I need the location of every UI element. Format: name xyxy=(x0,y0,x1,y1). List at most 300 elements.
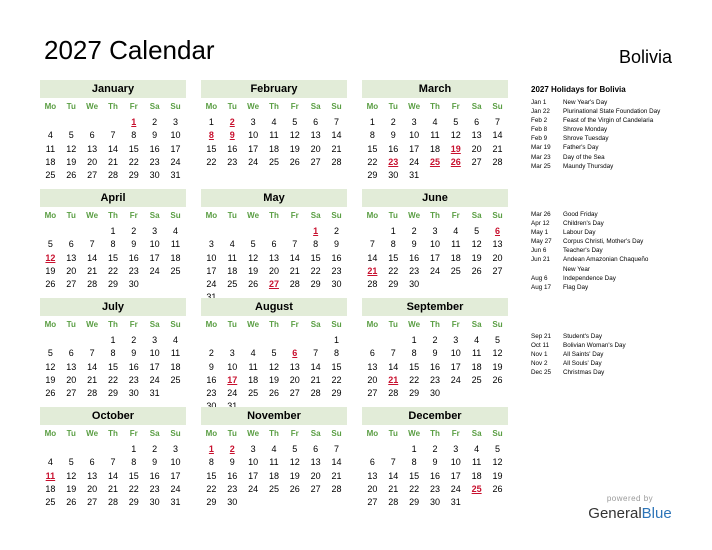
weekday-label: Sa xyxy=(149,211,160,220)
day-cell: 23 xyxy=(149,483,160,494)
day-cell: 15 xyxy=(367,143,378,154)
day-cell: 30 xyxy=(128,279,139,290)
weekday-label: Su xyxy=(170,320,181,329)
day-cell: 14 xyxy=(331,457,342,468)
day-cell: 8 xyxy=(110,239,116,250)
day-cell: 18 xyxy=(268,470,279,481)
day-cell: 23 xyxy=(206,388,217,399)
day-cell: 24 xyxy=(248,483,259,494)
day-cell: 10 xyxy=(170,130,181,141)
weekday-header xyxy=(201,207,347,225)
weekday-label: Su xyxy=(170,211,181,220)
weekday-label: Th xyxy=(430,429,440,438)
empty-cell xyxy=(82,443,103,456)
weekday-label: Mo xyxy=(366,320,379,329)
day-cell: 30 xyxy=(331,279,342,290)
day-cell: 26 xyxy=(289,156,300,167)
day-cell: 16 xyxy=(149,470,160,481)
day-cell: 4 xyxy=(474,335,480,345)
weekday-label: Th xyxy=(430,211,440,220)
holiday-name: Good Friday xyxy=(563,211,598,218)
day-cell: 16 xyxy=(128,361,139,372)
day-cell: 29 xyxy=(128,170,139,181)
month-name: January xyxy=(40,80,186,98)
day-cell: 7 xyxy=(333,444,339,454)
day-cell: 29 xyxy=(310,279,321,290)
day-cell: 7 xyxy=(110,457,116,468)
day-cell: 26 xyxy=(45,279,56,290)
day-cell: 2 xyxy=(152,444,158,454)
day-cell: 17 xyxy=(149,252,160,263)
weekday-label: Mo xyxy=(366,102,379,111)
weekday-label: Tu xyxy=(66,320,76,329)
holiday-row xyxy=(531,359,706,368)
month-name: December xyxy=(362,407,508,425)
holiday-day-cell: 23 xyxy=(388,156,399,167)
holiday-list-title: 2027 Holidays for Bolivia xyxy=(531,85,626,94)
weekday-label: Th xyxy=(430,102,440,111)
weekday-label: Th xyxy=(430,320,440,329)
day-cell: 2 xyxy=(432,335,438,345)
holiday-day-cell: 25 xyxy=(429,156,440,167)
month-name: November xyxy=(201,407,347,425)
weekday-label: Su xyxy=(331,429,342,438)
day-cell: 17 xyxy=(450,470,461,481)
month-october xyxy=(40,407,186,509)
weekday-label: Mo xyxy=(44,429,57,438)
holiday-name: Corpus Christi, Mother's Day xyxy=(563,238,644,246)
day-grid xyxy=(201,334,347,414)
day-cell: 15 xyxy=(409,470,420,481)
day-cell: 12 xyxy=(45,361,56,372)
holiday-day-cell: 27 xyxy=(268,279,279,290)
holiday-date: Mar 25 xyxy=(531,162,551,170)
weekday-label: Su xyxy=(170,102,181,111)
day-cell: 1 xyxy=(131,444,137,454)
day-cell: 9 xyxy=(131,348,137,359)
holiday-row xyxy=(531,274,706,283)
day-cell: 25 xyxy=(170,265,181,276)
day-cell: 3 xyxy=(411,117,417,127)
day-cell: 16 xyxy=(128,252,139,263)
day-cell: 18 xyxy=(170,361,181,372)
day-cell: 24 xyxy=(206,279,217,290)
holiday-row xyxy=(531,107,706,116)
weekday-label: We xyxy=(86,320,99,329)
month-name: September xyxy=(362,298,508,316)
day-cell: 27 xyxy=(310,483,321,494)
holiday-row xyxy=(531,368,706,377)
day-cell: 24 xyxy=(429,265,440,276)
holiday-date: Nov 2 xyxy=(531,360,548,368)
day-cell: 17 xyxy=(429,252,440,263)
day-cell: 3 xyxy=(152,335,158,345)
day-cell: 9 xyxy=(208,361,214,372)
holiday-group xyxy=(531,332,706,377)
day-cell: 14 xyxy=(87,361,98,372)
weekday-header xyxy=(40,207,186,225)
holiday-day-cell: 6 xyxy=(292,348,298,359)
weekday-label: Fr xyxy=(290,429,299,438)
day-cell: 11 xyxy=(471,457,482,468)
day-cell: 22 xyxy=(107,374,118,385)
holiday-day-cell: 25 xyxy=(471,483,482,494)
day-cell: 3 xyxy=(152,226,158,236)
holiday-date: Oct 11 xyxy=(531,342,550,350)
empty-cell xyxy=(383,443,404,456)
day-cell: 22 xyxy=(331,374,342,385)
day-cell: 28 xyxy=(367,279,378,290)
day-cell: 8 xyxy=(110,348,116,359)
empty-cell xyxy=(362,225,383,238)
day-cell: 9 xyxy=(152,130,158,141)
weekday-label: Mo xyxy=(366,211,379,220)
holiday-row xyxy=(531,341,706,350)
day-grid xyxy=(201,116,347,169)
holiday-date: May 1 xyxy=(531,229,549,237)
weekday-label: Fr xyxy=(129,429,138,438)
day-cell: 15 xyxy=(107,361,118,372)
day-cell: 15 xyxy=(107,252,118,263)
day-cell: 18 xyxy=(45,156,56,167)
day-cell: 2 xyxy=(152,117,158,127)
day-cell: 20 xyxy=(471,143,482,154)
day-cell: 6 xyxy=(68,348,74,359)
day-cell: 21 xyxy=(87,265,98,276)
day-cell: 2 xyxy=(333,226,339,236)
day-cell: 29 xyxy=(128,497,139,508)
weekday-label: Sa xyxy=(471,320,482,329)
day-cell: 18 xyxy=(471,361,482,372)
day-cell: 14 xyxy=(331,130,342,141)
day-cell: 23 xyxy=(409,265,420,276)
day-cell: 11 xyxy=(170,239,181,250)
day-cell: 16 xyxy=(227,470,238,481)
holiday-name: Plurinational State Foundation Day xyxy=(563,108,661,116)
day-cell: 30 xyxy=(149,170,160,181)
weekday-label: Fr xyxy=(290,211,299,220)
day-grid xyxy=(201,225,347,305)
day-grid xyxy=(40,116,186,182)
day-cell: 21 xyxy=(107,156,118,167)
day-cell: 15 xyxy=(331,361,342,372)
holiday-name: Maundy Thursday xyxy=(563,162,614,170)
holiday-date: Apr 12 xyxy=(531,220,550,228)
day-cell: 27 xyxy=(66,279,77,290)
powered-by-text: powered by xyxy=(606,494,654,503)
day-cell: 24 xyxy=(450,374,461,385)
weekday-label: Fr xyxy=(129,320,138,329)
day-cell: 25 xyxy=(45,170,56,181)
holiday-name: New Year's Day xyxy=(563,99,608,106)
day-cell: 30 xyxy=(429,497,440,508)
day-cell: 4 xyxy=(250,348,256,359)
day-cell: 3 xyxy=(250,117,256,127)
holiday-date xyxy=(531,265,563,274)
day-cell: 7 xyxy=(369,239,375,250)
day-cell: 8 xyxy=(131,457,137,468)
holiday-date: Aug 17 xyxy=(531,283,551,291)
day-cell: 17 xyxy=(409,143,420,154)
holiday-date: Feb 2 xyxy=(531,117,548,125)
holiday-date: Feb 9 xyxy=(531,135,548,143)
day-cell: 10 xyxy=(409,130,420,141)
day-cell: 8 xyxy=(333,348,339,359)
day-cell: 25 xyxy=(268,483,279,494)
weekday-label: Th xyxy=(269,429,279,438)
day-cell: 28 xyxy=(492,156,503,167)
day-cell: 11 xyxy=(451,239,461,250)
day-cell: 4 xyxy=(271,117,277,127)
day-cell: 22 xyxy=(128,483,139,494)
weekday-header xyxy=(40,98,186,116)
holiday-day-cell: 21 xyxy=(388,374,399,385)
day-cell: 6 xyxy=(369,348,375,359)
country-name: Bolivia xyxy=(618,47,672,67)
day-cell: 7 xyxy=(333,117,339,127)
month-name: June xyxy=(362,189,508,207)
day-cell: 12 xyxy=(66,143,77,154)
empty-cell xyxy=(40,225,61,238)
day-cell: 27 xyxy=(492,265,503,276)
day-cell: 5 xyxy=(494,335,500,345)
day-cell: 28 xyxy=(87,279,98,290)
weekday-label: We xyxy=(408,429,421,438)
empty-cell xyxy=(362,443,383,456)
weekday-label: Th xyxy=(269,102,279,111)
holiday-date: Nov 1 xyxy=(531,351,548,359)
day-cell: 4 xyxy=(229,239,235,250)
day-grid xyxy=(201,443,347,509)
day-cell: 20 xyxy=(367,483,378,494)
day-cell: 19 xyxy=(268,374,279,385)
holiday-date: Mar 23 xyxy=(531,153,551,161)
day-cell: 22 xyxy=(206,156,217,167)
day-cell: 13 xyxy=(367,361,378,372)
day-cell: 11 xyxy=(269,130,279,141)
day-cell: 21 xyxy=(331,143,342,154)
day-cell: 21 xyxy=(331,470,342,481)
weekday-label: Mo xyxy=(205,320,218,329)
day-cell: 11 xyxy=(248,361,258,372)
day-cell: 29 xyxy=(206,497,217,508)
holiday-day-cell: 17 xyxy=(227,374,238,385)
day-cell: 26 xyxy=(268,388,279,399)
holiday-day-cell: 6 xyxy=(494,226,500,236)
holiday-row xyxy=(531,162,706,171)
holiday-date: Mar 26 xyxy=(531,211,551,218)
holiday-name: Flag Day xyxy=(563,283,589,291)
day-cell: 14 xyxy=(107,470,118,481)
day-cell: 22 xyxy=(367,156,378,167)
day-cell: 2 xyxy=(411,226,417,236)
holiday-row xyxy=(531,265,706,274)
day-cell: 25 xyxy=(268,156,279,167)
day-cell: 6 xyxy=(89,457,95,468)
day-cell: 25 xyxy=(170,374,181,385)
holiday-row xyxy=(531,98,706,107)
day-cell: 16 xyxy=(409,252,420,263)
empty-cell xyxy=(264,334,285,347)
holiday-date: Feb 8 xyxy=(531,126,548,134)
day-cell: 1 xyxy=(369,117,375,127)
weekday-label: Fr xyxy=(451,102,460,111)
day-cell: 4 xyxy=(172,226,178,236)
weekday-label: Mo xyxy=(366,429,379,438)
weekday-label: We xyxy=(86,211,99,220)
day-cell: 7 xyxy=(110,130,116,141)
holiday-row xyxy=(531,255,706,264)
holiday-row xyxy=(531,237,706,246)
day-cell: 5 xyxy=(474,226,480,236)
empty-cell xyxy=(201,334,222,347)
day-cell: 8 xyxy=(411,457,417,468)
weekday-label: We xyxy=(86,102,99,111)
day-cell: 23 xyxy=(331,265,342,276)
day-cell: 4 xyxy=(271,444,277,454)
day-cell: 30 xyxy=(227,497,238,508)
day-cell: 15 xyxy=(128,143,139,154)
month-february xyxy=(201,80,347,169)
day-cell: 13 xyxy=(87,143,98,154)
day-cell: 19 xyxy=(45,265,56,276)
day-cell: 20 xyxy=(66,374,77,385)
holiday-day-cell: 1 xyxy=(313,226,319,236)
day-cell: 17 xyxy=(170,143,181,154)
day-cell: 18 xyxy=(45,483,56,494)
weekday-label: Th xyxy=(108,320,118,329)
empty-cell xyxy=(362,334,383,347)
day-cell: 7 xyxy=(89,239,95,250)
weekday-label: Mo xyxy=(44,102,57,111)
day-cell: 3 xyxy=(172,117,178,127)
day-cell: 10 xyxy=(170,457,181,468)
weekday-label: Mo xyxy=(205,102,218,111)
weekday-label: Th xyxy=(108,429,118,438)
day-cell: 8 xyxy=(208,457,214,468)
day-cell: 15 xyxy=(206,143,217,154)
empty-cell xyxy=(201,225,222,238)
weekday-label: Fr xyxy=(451,211,460,220)
weekday-label: Tu xyxy=(388,320,398,329)
day-cell: 11 xyxy=(430,130,440,141)
empty-cell xyxy=(305,334,326,347)
day-cell: 17 xyxy=(149,361,160,372)
day-cell: 13 xyxy=(310,130,321,141)
weekday-label: Su xyxy=(492,102,503,111)
day-cell: 25 xyxy=(227,279,238,290)
day-cell: 28 xyxy=(388,497,399,508)
weekday-label: We xyxy=(247,211,260,220)
weekday-label: We xyxy=(408,320,421,329)
day-cell: 16 xyxy=(227,143,238,154)
day-cell: 21 xyxy=(289,265,300,276)
day-cell: 2 xyxy=(390,117,396,127)
day-cell: 10 xyxy=(149,239,160,250)
weekday-label: Fr xyxy=(451,320,460,329)
day-cell: 16 xyxy=(331,252,342,263)
day-cell: 30 xyxy=(409,279,420,290)
weekday-label: Sa xyxy=(310,211,321,220)
holiday-day-cell: 26 xyxy=(450,156,461,167)
weekday-label: Th xyxy=(108,102,118,111)
day-cell: 9 xyxy=(131,239,137,250)
day-cell: 7 xyxy=(313,348,319,359)
day-cell: 3 xyxy=(172,444,178,454)
day-cell: 26 xyxy=(289,483,300,494)
day-cell: 8 xyxy=(411,348,417,359)
day-grid xyxy=(40,443,186,509)
day-cell: 4 xyxy=(474,444,480,454)
month-name: October xyxy=(40,407,186,425)
holiday-date: Jan 22 xyxy=(531,108,550,116)
day-cell: 21 xyxy=(492,143,503,154)
holiday-name: Day of the Sea xyxy=(563,153,605,161)
holiday-date: Jan 1 xyxy=(531,99,547,106)
day-cell: 20 xyxy=(310,470,321,481)
day-cell: 20 xyxy=(268,265,279,276)
holiday-name: Father's Day xyxy=(563,144,599,152)
day-cell: 9 xyxy=(390,130,396,141)
day-cell: 29 xyxy=(409,388,420,399)
holiday-group xyxy=(531,98,706,171)
holiday-row xyxy=(531,219,706,228)
day-cell: 27 xyxy=(310,156,321,167)
day-cell: 31 xyxy=(170,170,181,181)
day-cell: 24 xyxy=(170,156,181,167)
day-cell: 29 xyxy=(388,279,399,290)
weekday-header xyxy=(362,207,508,225)
day-cell: 7 xyxy=(292,239,298,250)
weekday-label: Sa xyxy=(471,211,482,220)
weekday-label: Tu xyxy=(388,211,398,220)
brand-name xyxy=(588,504,672,524)
day-cell: 9 xyxy=(152,457,158,468)
month-name: August xyxy=(201,298,347,316)
empty-cell xyxy=(82,334,103,347)
day-cell: 4 xyxy=(47,130,53,141)
day-cell: 11 xyxy=(170,348,181,359)
month-january xyxy=(40,80,186,182)
day-cell: 24 xyxy=(450,483,461,494)
day-cell: 18 xyxy=(227,265,238,276)
day-cell: 24 xyxy=(149,374,160,385)
day-cell: 15 xyxy=(310,252,321,263)
empty-cell xyxy=(82,116,103,129)
day-cell: 25 xyxy=(450,265,461,276)
day-cell: 25 xyxy=(248,388,259,399)
brand-logo xyxy=(588,494,672,524)
empty-cell xyxy=(103,443,124,456)
day-cell: 18 xyxy=(471,470,482,481)
day-cell: 7 xyxy=(494,117,500,127)
day-cell: 17 xyxy=(206,265,217,276)
day-cell: 23 xyxy=(227,156,238,167)
holiday-day-cell: 1 xyxy=(208,444,214,454)
day-cell: 13 xyxy=(268,252,279,263)
day-cell: 9 xyxy=(411,239,417,250)
holiday-day-cell: 11 xyxy=(45,470,56,481)
holiday-name: Student's Day xyxy=(563,333,603,340)
day-cell: 27 xyxy=(289,388,300,399)
day-cell: 30 xyxy=(149,497,160,508)
day-cell: 29 xyxy=(107,388,118,399)
day-cell: 2 xyxy=(131,335,137,345)
weekday-label: Sa xyxy=(471,102,482,111)
day-cell: 18 xyxy=(248,374,259,385)
day-cell: 28 xyxy=(289,279,300,290)
holiday-row xyxy=(531,134,706,143)
